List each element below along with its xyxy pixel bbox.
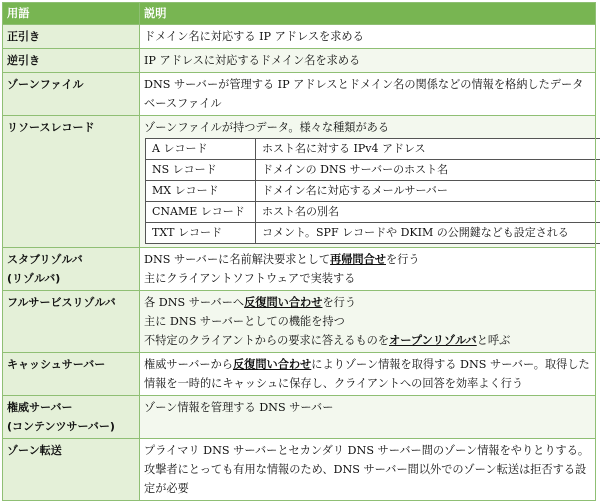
emphasis-term: 反復問い合わせ: [244, 296, 322, 309]
record-type: MX レコード: [146, 181, 256, 202]
term-cell: 正引き: [3, 25, 140, 49]
header-desc: 説明: [140, 3, 596, 25]
emphasis-term: 反復問い合わせ: [233, 358, 311, 371]
header-term: 用語: [3, 3, 140, 25]
desc-cell: [140, 353, 596, 396]
desc-text: ゾーンファイルが持つデータ。様々な種類がある: [144, 118, 591, 137]
term-line: (リゾルバ): [7, 269, 135, 288]
record-type: A レコード: [146, 139, 256, 160]
term-cell: ゾーン転送: [3, 439, 140, 501]
desc-cell: IP アドレスに対応するドメイン名を求める: [140, 49, 596, 73]
term-line: スタブリゾルバ: [7, 250, 135, 269]
term-cell: ゾーンファイル: [3, 73, 140, 116]
record-type: NS レコード: [146, 160, 256, 181]
text-segment: によりゾーン情報を取得する DNS サーバー。取得した情報を一時的にキャッシュに保存し、クライアントへの回答を効率よく行う: [144, 358, 590, 390]
term-cell: [3, 396, 140, 439]
table-row: [3, 73, 596, 116]
term-cell: 逆引き: [3, 49, 140, 73]
term-cell: リソースレコード: [3, 116, 140, 248]
record-type: TXT レコード: [146, 223, 256, 244]
desc-cell: [140, 291, 596, 353]
record-row: [146, 139, 600, 160]
record-desc: ドメインの DNS サーバーのホスト名: [256, 160, 600, 181]
term-cell: [3, 248, 140, 291]
text-segment: DNS サーバーに名前解決要求として: [144, 253, 330, 266]
record-type: CNAME レコード: [146, 202, 256, 223]
desc-line: 主にクライアントソフトウェアで実装する: [144, 269, 591, 288]
term-cell: キャッシュサーバー: [3, 353, 140, 396]
desc-line: [144, 250, 591, 269]
table-row: [3, 248, 596, 291]
desc-cell: [140, 248, 596, 291]
term-cell: フルサービスリゾルバ: [3, 291, 140, 353]
table-row: [3, 353, 596, 396]
record-row: [146, 160, 600, 181]
desc-cell: [140, 116, 596, 248]
record-desc: ホスト名の別名: [256, 202, 600, 223]
term-line: (コンテンツサーバー): [7, 417, 135, 436]
text-segment: 権威サーバーから: [144, 358, 233, 371]
emphasis-term: 再帰問合せ: [330, 253, 386, 266]
text-segment: 不特定のクライアントからの要求に答えるものを: [144, 334, 389, 347]
record-row: [146, 202, 600, 223]
desc-line: [144, 331, 591, 350]
desc-cell: ドメイン名に対応する IP アドレスを求める: [140, 25, 596, 49]
desc-cell: プライマリ DNS サーバーとセカンダリ DNS サーバー間のゾーン情報をやりとりする。攻撃者にとっても有用な情報のため、DNS サーバー間以外でのゾーン転送は拒否する設定が必要: [140, 439, 596, 501]
record-desc: ホスト名に対する IPv4 アドレス: [256, 139, 600, 160]
table-row: [3, 25, 596, 49]
table-row: [3, 396, 596, 439]
record-desc: ドメイン名に対応するメールサーバー: [256, 181, 600, 202]
dns-glossary: [2, 2, 596, 501]
record-row: [146, 181, 600, 202]
desc-line: 主に DNS サーバーとしての機能を持つ: [144, 312, 591, 331]
table-row: [3, 439, 596, 501]
desc-line: [144, 293, 591, 312]
glossary-table: [2, 2, 596, 501]
term-line: 権威サーバー: [7, 398, 135, 417]
text-segment: を行う: [386, 253, 420, 266]
text-segment: と呼ぶ: [477, 334, 511, 347]
table-row: [3, 116, 596, 248]
text-segment: 各 DNS サーバーへ: [144, 296, 244, 309]
header-row: [3, 3, 596, 25]
record-row: [146, 223, 600, 244]
table-row: [3, 49, 596, 73]
record-types-table: [145, 138, 600, 244]
emphasis-term: オープンリゾルバ: [389, 334, 477, 347]
record-desc: コメント。SPF レコードや DKIM の公開鍵なども設定される: [256, 223, 600, 244]
table-row: [3, 291, 596, 353]
desc-cell: DNS サーバーが管理する IP アドレスとドメイン名の関係などの情報を格納したデータベースファイル: [140, 73, 596, 116]
desc-cell: ゾーン情報を管理する DNS サーバー: [140, 396, 596, 439]
text-segment: を行う: [322, 296, 356, 309]
